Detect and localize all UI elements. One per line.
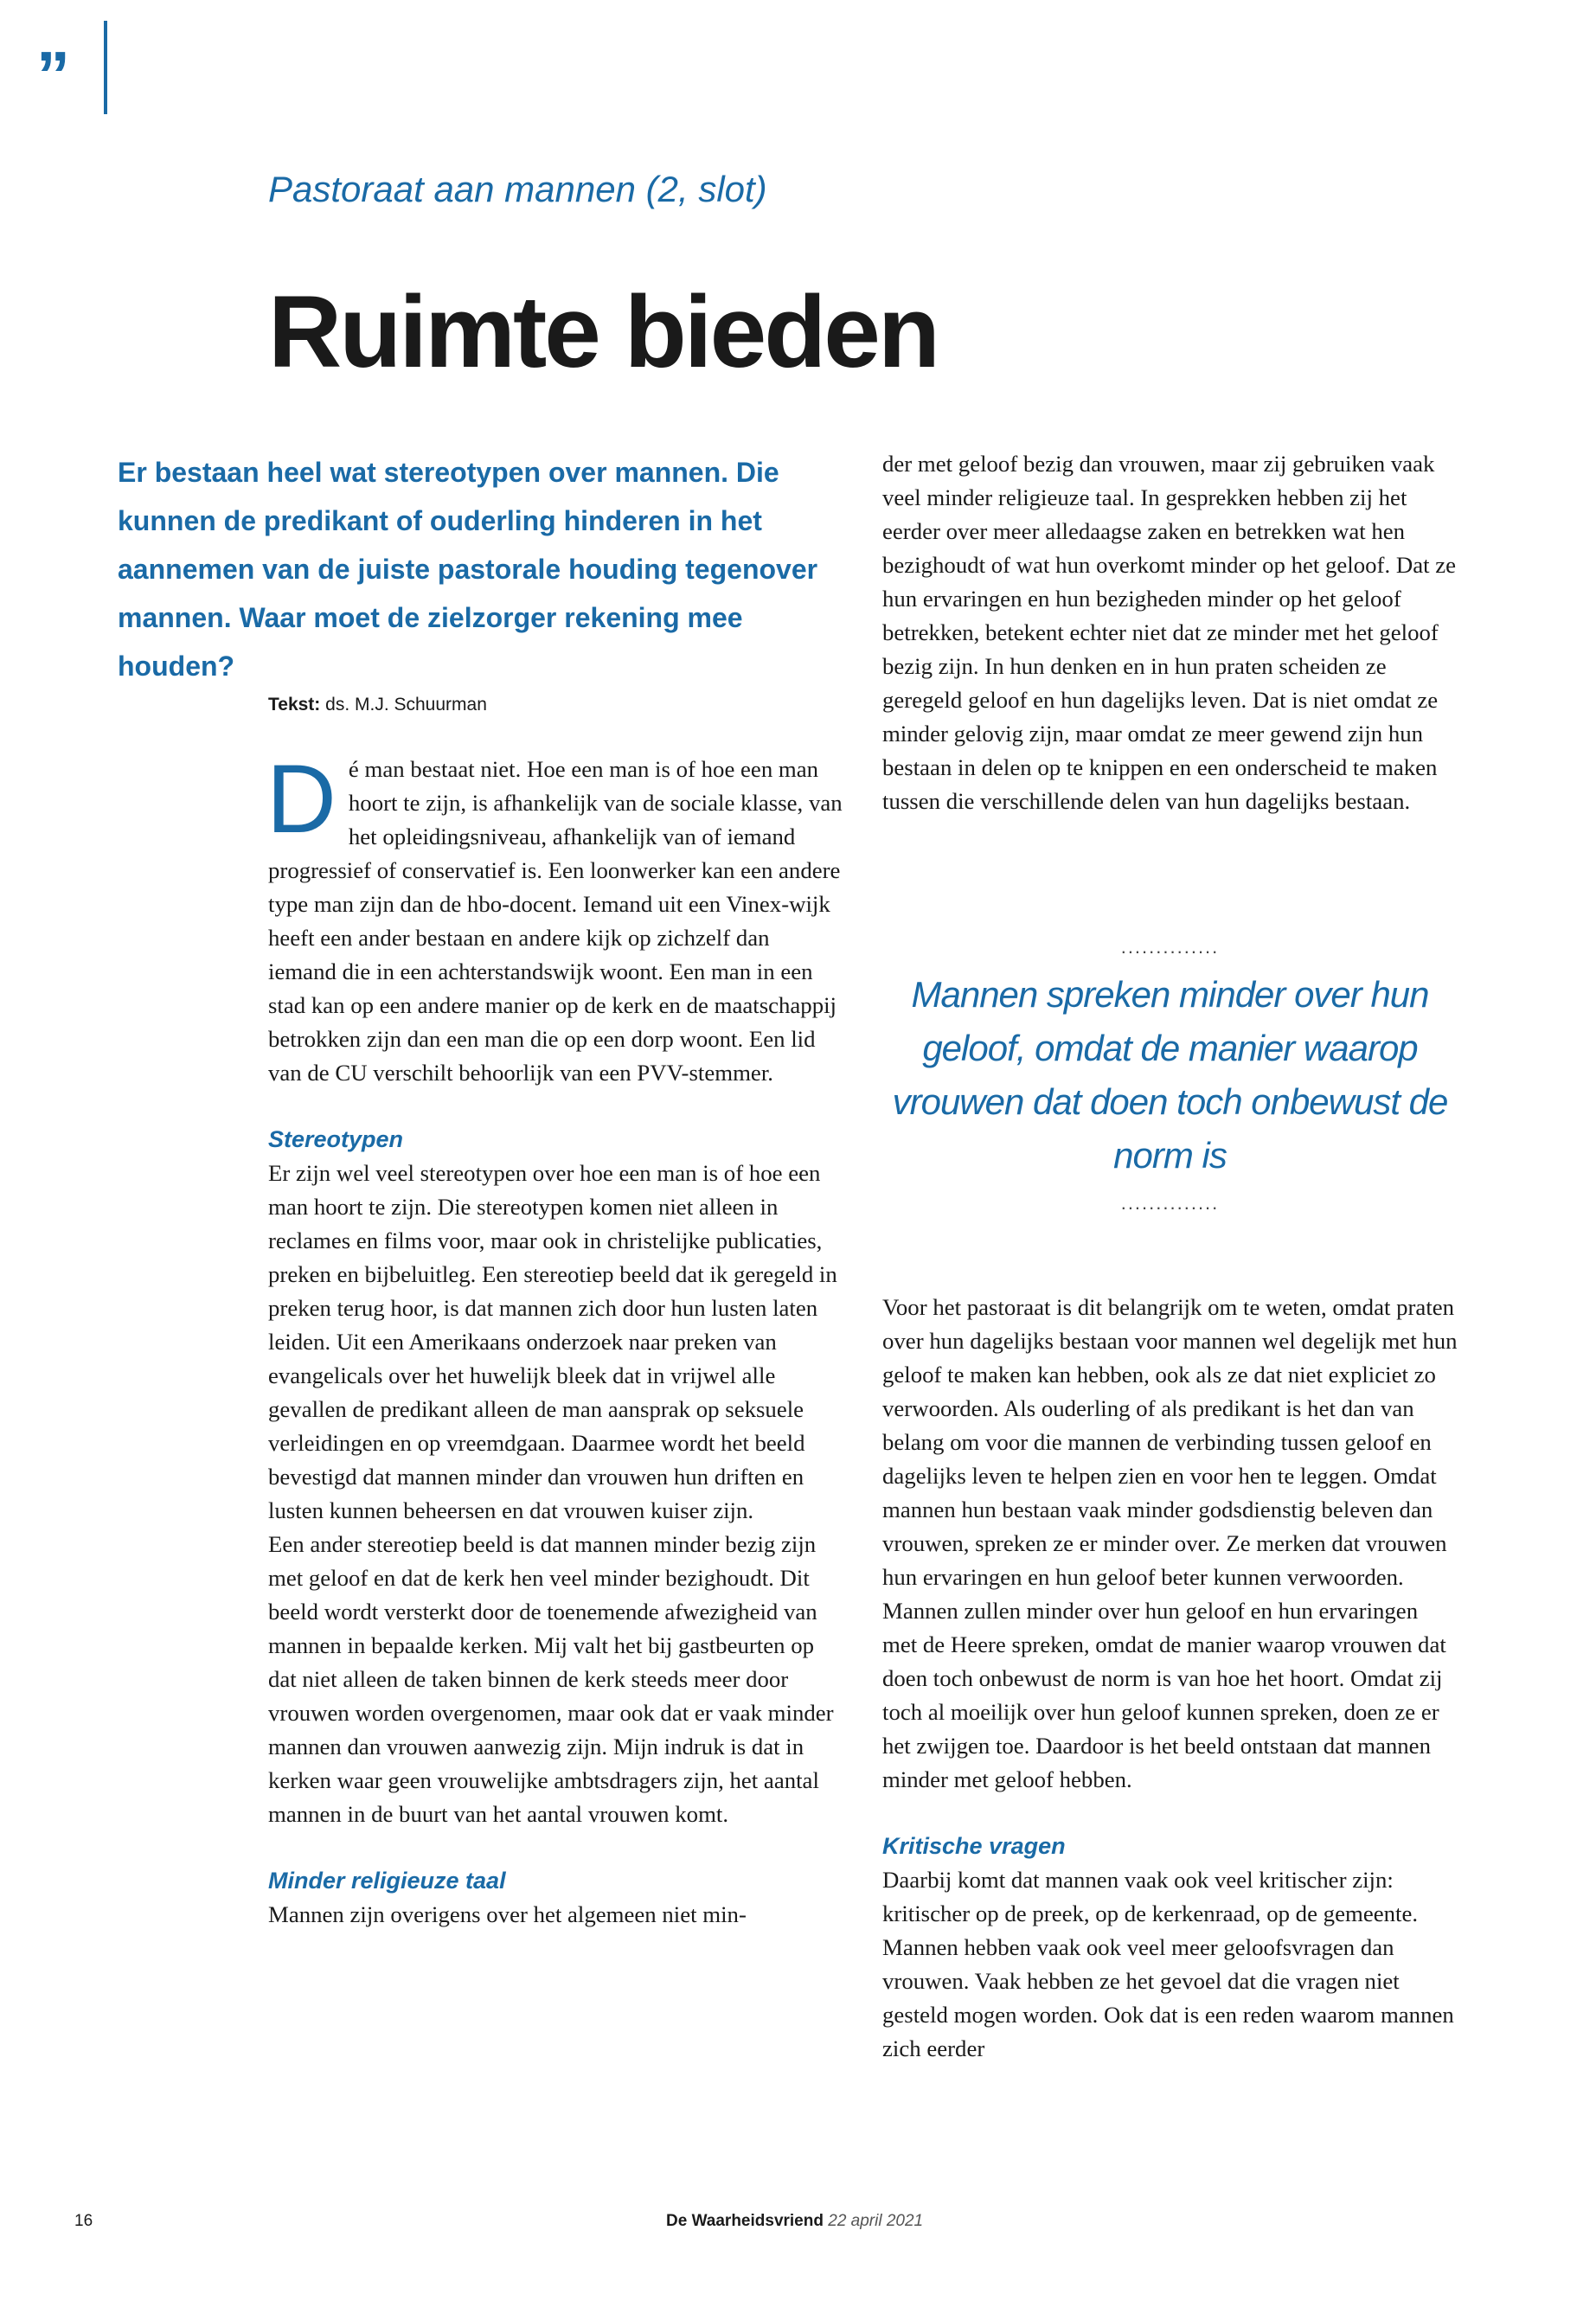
body-paragraph (266, 745, 843, 1090)
article-kicker: Pastoraat aan mannen (2, slot) (268, 169, 767, 209)
quote-mark-icon: ” (36, 37, 70, 113)
drop-cap: D (266, 745, 337, 853)
issue-date: 22 april 2021 (828, 2212, 924, 2230)
byline (268, 695, 487, 715)
magazine-name: De Waarheidsvriend (666, 2212, 824, 2230)
right-column-bottom (882, 1291, 1458, 2066)
subheading-minder-religieuze-taal: Minder religieuze taal (268, 1868, 506, 1894)
body-paragraph: Mannen zijn overigens over het algemeen niet min- (268, 1901, 747, 1927)
body-paragraph: der met geloof bezig dan vrouwen, maar zij gebruiken vaak veel minder religieuze taal. In gesprekken hebben zij het eerder over meer alledaagse zaken en betrekken wat hen bezighoudt of wat hun overkomt minder op het geloof. Dat ze hun ervaringen en hun bezigheden minder op het geloof betrekken, betekent echter niet dat ze minder met het geloof bezig zijn. In hun denken en in hun praten scheiden ze geregeld geloof en hun dagelijks leven. Dat is niet omdat ze minder gelovig zijn, maar omdat ze meer gewend zijn hun bestaan in delen op te knippen en een onderscheid te maken tussen die verschillende delen van hun dagelijks bestaan. (882, 451, 1457, 814)
body-paragraph: Voor het pastoraat is dit belangrijk om te weten, omdat praten over hun dagelijks bestaan voor mannen wel degelijk met hun geloof te maken kan hebben, ook als ze dat niet expliciet zo verwoorden. Als ouderling of als predikant is het dan van belang om voor die mannen de verbinding tussen geloof en dagelijks leven te helpen zien en voor hen te leggen. Omdat mannen hun bestaan vaak minder godsdienstig beleven dan vrouwen, spreken ze er minder over. Ze merken dat vrouwen hun ervaringen en hun geloof beter kunnen verwoorden. Mannen zullen minder over hun geloof en hun ervaringen met de Heere spreken, omdat de manier waarop vrouwen dat doen toch onbewust de norm is van hoe het hoort. Omdat zij toch al moeilijk over hun geloof kunnen spreken, doen ze er het zwijgen toe. Daardoor is het beeld ontstaan dat mannen minder met geloof hebben. (882, 1294, 1458, 1792)
footer-publication (666, 2212, 923, 2231)
header-rule (104, 21, 107, 114)
pull-quote-text: Mannen spreken minder over hun geloof, omdat de manier waarop vrouwen dat doen toch onbewust de norm is (892, 974, 1448, 1176)
paragraph-text: é man bestaat niet. Hoe een man is of hoe een man hoort te zijn, is afhankelijk van de sociale klasse, van het opleidingsniveau, afhankelijk van of iemand progressief of conservatief is. Een loonwerker kan een andere type man zijn dan de hbo-docent. Iemand uit een Vinex-wijk heeft een ander bestaan en andere kijk op zichzelf dan iemand die in een achterstandswijk woont. Een man in een stad kan op een andere manier op de kerk en de maatschappij betrokken zijn dan een man die op een dorp woont. Een lid van de CU verschilt behoorlijk van een PVV-stemmer. (268, 756, 843, 1086)
byline-label: Tekst: (268, 695, 321, 715)
subheading-stereotypen: Stereotypen (268, 1126, 404, 1152)
article-title: Ruimte bieden (268, 275, 938, 389)
byline-author: ds. M.J. Schuurman (325, 695, 487, 715)
subheading-kritische-vragen: Kritische vragen (882, 1833, 1066, 1859)
pull-quote-dots-bottom: .............. (1120, 1192, 1220, 1214)
pull-quote (882, 936, 1458, 1214)
page-number: 16 (74, 2212, 93, 2230)
body-paragraph: Daarbij komt dat mannen vaak ook veel kritischer zijn: kritischer op de preek, op de kerkenraad, op de gemeente. Mannen hebben vaak ook veel meer geloofsvragen dan vrouwen. Vaak hebben ze het gevoel dat die vragen niet gesteld mogen worden. Ook dat is een reden waarom mannen zich eerder (882, 1867, 1454, 2061)
body-paragraph: Er zijn wel veel stereotypen over hoe een man is of hoe een man hoort te zijn. Die stereotypen komen niet alleen in reclames en films voor, maar ook in christelijke publicaties, preken en bijbeluitleg. Een stereotiep beeld dat ik geregeld in preken terug hoor, is dat mannen zich door hun lusten laten leiden. Uit een Amerikaans onderzoek naar preken van evangelicals over het huwelijk bleek dat in vrijwel alle gevallen de predikant alleen de man aansprak op seksuele verleidingen en op vreemdgaan. Daarmee wordt het beeld bevestigd dat mannen minder dan vrouwen hun driften en lusten kunnen beheersen en dat vrouwen kuiser zijn. (268, 1160, 837, 1523)
article-intro: Er bestaan heel wat stereotypen over mannen. Die kunnen de predikant of ouderling hinderen in het aannemen van de juiste pastorale houding tegenover mannen. Waar moet de zielzorger rekening mee houden? (118, 457, 818, 682)
right-column-top (882, 447, 1458, 818)
pull-quote-dots-top: .............. (1120, 936, 1220, 958)
left-column (266, 745, 843, 1932)
body-paragraph: Een ander stereotiep beeld is dat mannen minder bezig zijn met geloof en dat de kerk hen veel minder bezighoudt. Dit beeld wordt versterkt door de toenemende afwezigheid van mannen in bepaalde kerken. Mij valt het bij gastbeurten op dat niet alleen de taken binnen de kerk steeds meer door vrouwen worden overgenomen, maar ook dat er vaak minder mannen dan vrouwen aanwezig zijn. Mijn indruk is dat in kerken waar geen vrouwelijke ambtsdragers zijn, het aantal mannen in de buurt van het aantal vrouwen komt. (268, 1531, 834, 1827)
